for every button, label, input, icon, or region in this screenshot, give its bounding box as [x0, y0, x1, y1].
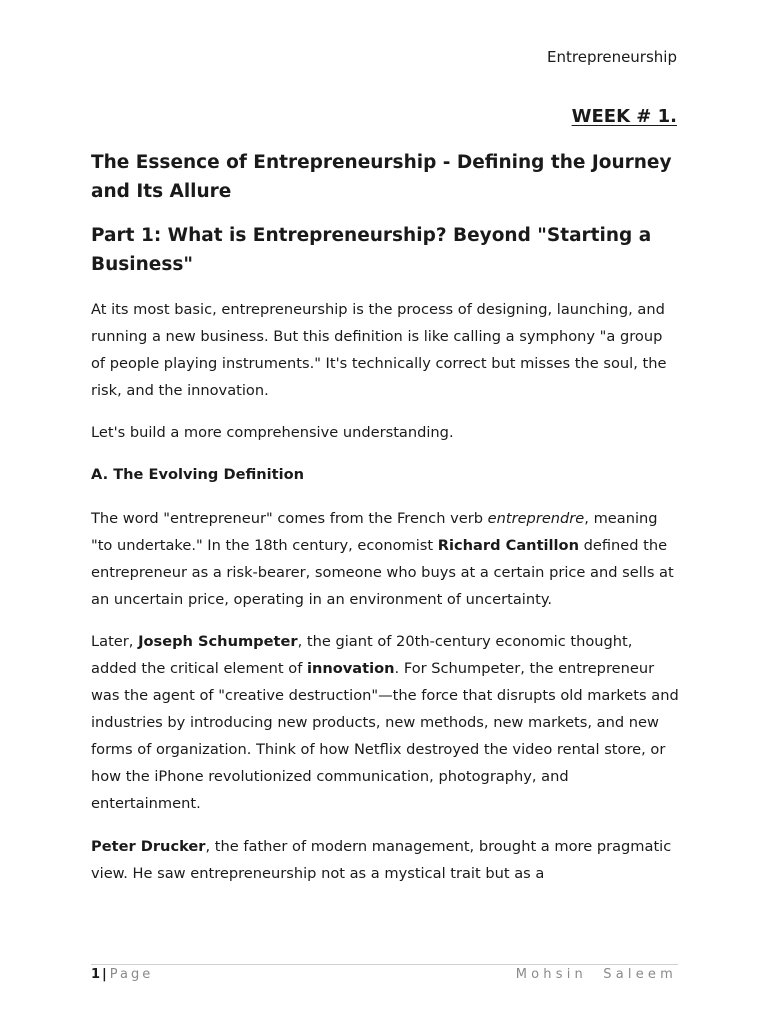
italic-term: entreprendre: [487, 510, 585, 527]
page-word: Page: [109, 967, 154, 982]
text-run: , the father of modern management, brought a more pragmatic view. He saw entrepreneurship not as a mystical trait but as a: [91, 838, 672, 882]
text-run: . For Schumpeter, the entrepreneur was the agent of "creative destruction"—the force that disrupts old markets and industries by introducing new products, new methods, new markets, and new forms of organization. Think of how Netflix destroyed the video rental store, or how the iPhone revolutionized communication, photography, and entertainment.: [91, 660, 679, 812]
paragraph-build-understanding: Let's build a more comprehensive understanding.: [91, 424, 454, 441]
document-title: The Essence of Entrepreneurship - Defining the Journey and Its Allure: [91, 152, 672, 202]
paragraph-schumpeter: [91, 628, 681, 817]
text-run: The word "entrepreneur" comes from the French verb: [91, 510, 488, 527]
footer-divider: [91, 964, 678, 965]
text-run: , meaning "to undertake." In the 18th century, economist: [91, 510, 658, 554]
bold-name-drucker: Peter Drucker: [91, 838, 206, 855]
week-label: WEEK # 1.: [571, 106, 677, 127]
part-heading: Part 1: What is Entrepreneurship? Beyond "Starting a Business": [91, 225, 652, 275]
bold-name-cantillon: Richard Cantillon: [437, 537, 579, 554]
footer-author: Mohsin Saleem: [515, 967, 677, 982]
paragraph-cantillon: [91, 505, 681, 613]
footer-page-number: [91, 966, 153, 984]
section-a-heading: A. The Evolving Definition: [91, 466, 305, 483]
paragraph-drucker: [91, 833, 681, 887]
running-header-title: Entrepreneurship: [547, 48, 677, 66]
bold-name-schumpeter: Joseph Schumpeter: [138, 633, 298, 650]
paragraph-intro: At its most basic, entrepreneurship is the process of designing, launching, and running a new business. But this definition is like calling a symphony "a group of people playing instruments." It's technically correct but misses the soul, the risk, and the innovation.: [91, 301, 667, 399]
bold-term-innovation: innovation: [306, 660, 395, 677]
document-body: [91, 148, 681, 887]
page-separator: |: [102, 967, 107, 982]
text-run: Later,: [91, 633, 139, 650]
text-run: , the giant of 20th-century economic thought, added the critical element of: [91, 633, 633, 677]
text-run: defined the entrepreneur as a risk-bearer, someone who buys at a certain price and sells at an uncertain price, operating in an environment of uncertainty.: [91, 537, 674, 608]
page-number: 1: [91, 967, 101, 982]
